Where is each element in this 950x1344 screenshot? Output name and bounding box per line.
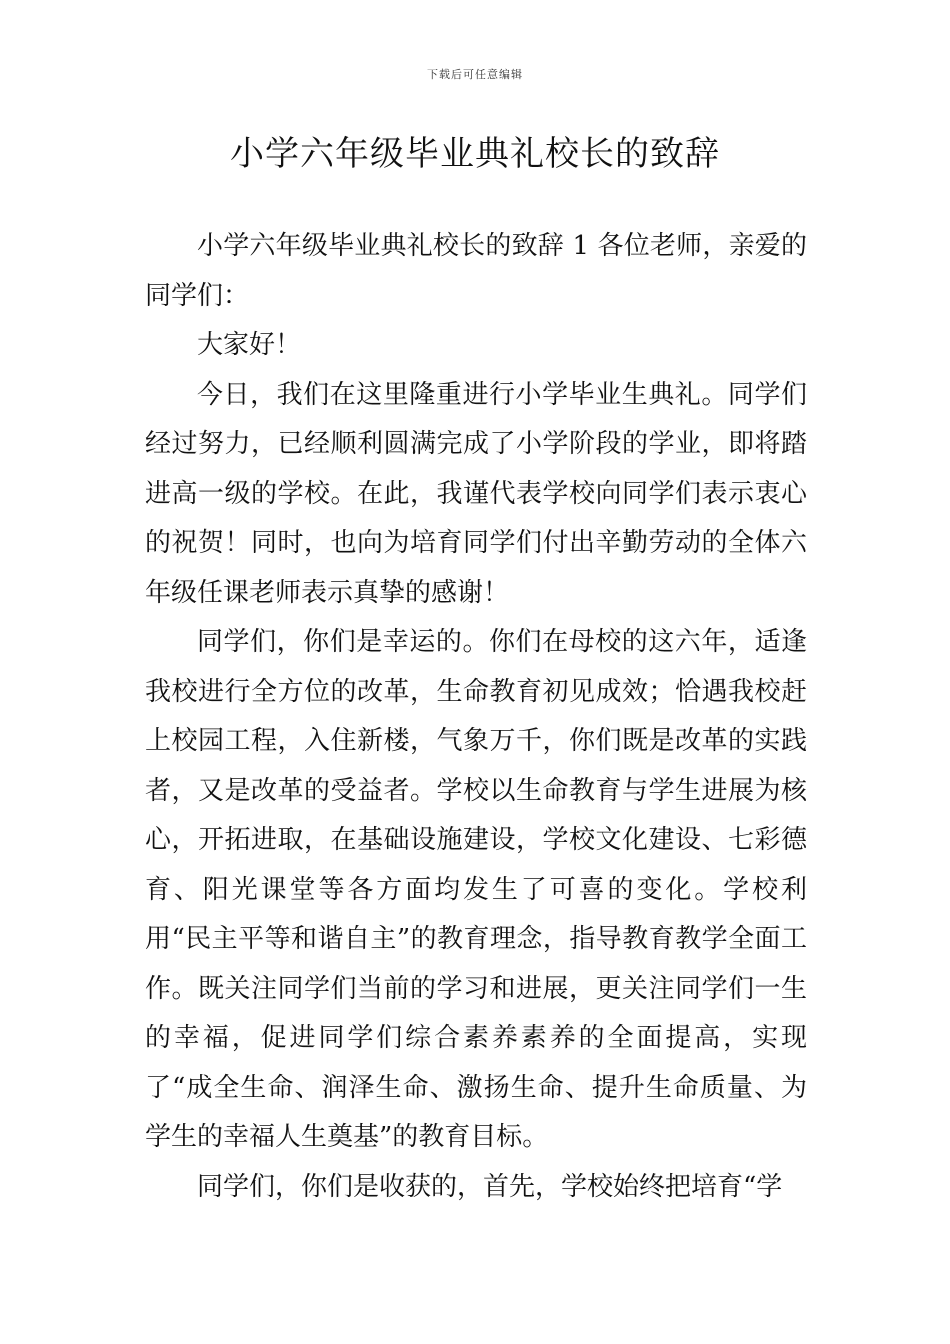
- page-header-note: 下载后可任意编辑: [427, 68, 523, 81]
- paragraph-congratulations: 今日，我们在这里隆重进行小学毕业生典礼。同学们经过努力，已经顺利圆满完成了小学阶段的学业，即将踏进高一级的学校。在此，我谨代表学校向同学们表示衷心的祝贺！同时，也向为培育同学们付出辛勤劳动的全体六年级任课老师表示真挚的感谢！: [145, 379, 807, 608]
- paragraph-greeting-intro: 小学六年级毕业典礼校长的致辞 1 各位老师，亲爱的同学们：: [145, 231, 807, 311]
- document-body: [145, 222, 807, 1212]
- document-title: 小学六年级毕业典礼校长的致辞: [230, 134, 720, 174]
- paragraph-harvest: 同学们，你们是收获的，首先，学校始终把培育“学: [197, 1171, 783, 1202]
- paragraph-hello: 大家好！: [197, 330, 302, 360]
- paragraph-fortunate: 同学们，你们是幸运的。你们在母校的这六年，适逢我校进行全方位的改革，生命教育初见成效；恰遇我校赶上校园工程，入住新楼，气象万千，你们既是改革的实践者，又是改革的受益者。学校以生命教育与学生进展为核心，开拓进取，在基础设施建设，学校文化建设、七彩德育、阳光课堂等各方面均发生了可喜的变化。学校利用“民主平等和谐自主”的教育理念，指导教育教学全面工作。既关注同学们当前的学习和进展，更关注同学们一生的幸福，促进同学们综合素养素养的全面提高，实现了“成全生命、润泽生命、激扬生命、提升生命质量、为学生的幸福人生奠基”的教育目标。: [145, 627, 807, 1152]
